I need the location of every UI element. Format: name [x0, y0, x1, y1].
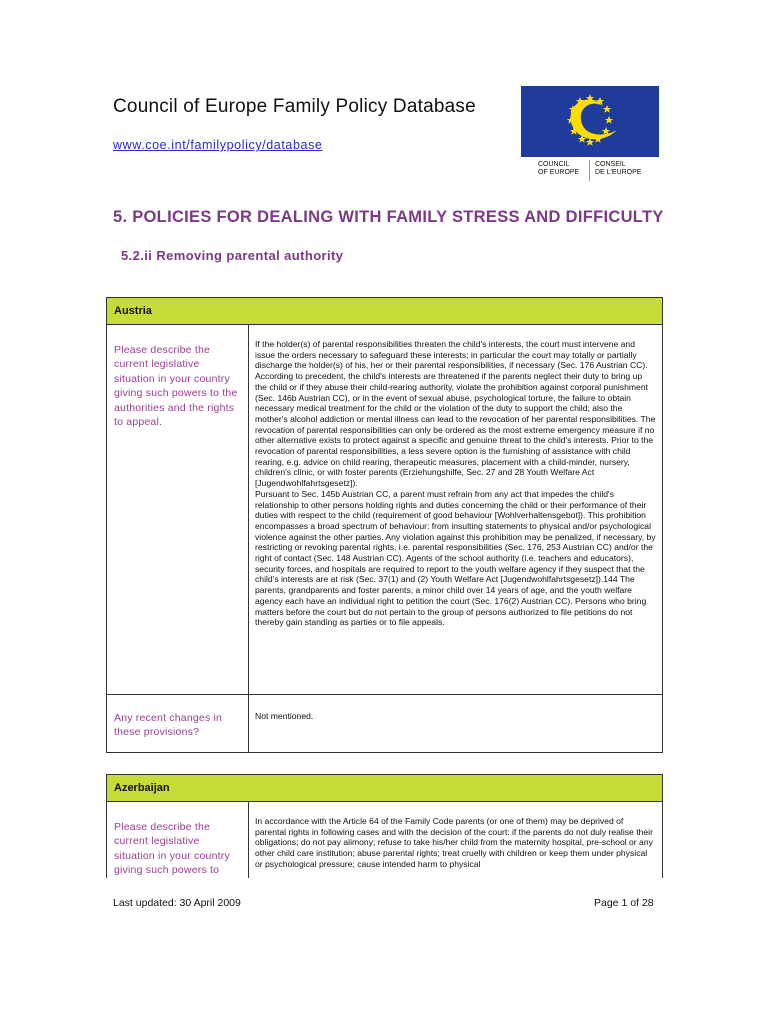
subsection-heading: 5.2.ii Removing parental authority — [121, 248, 344, 263]
answer-cell: In accordance with the Article 64 of the Family Code parents (or one of them) may be deprived of parental rights in following cases and with the decision of the court: if the parents do not duly realise their obligations; do not pay alimony; refuse to take his/her child from the maternity hospital, pre-school or any other child care institution; abuse parental rights; treat cruelly with children or keep them under physical or psychological pressure; cause intended harm to physical — [255, 816, 653, 869]
table-row — [107, 325, 662, 695]
database-url-link[interactable]: www.coe.int/familypolicy/database — [113, 138, 323, 152]
council-of-europe-logo — [521, 86, 659, 182]
answer-cell: Not mentioned. — [255, 711, 314, 721]
country-table-azerbaijan — [106, 774, 663, 878]
flag-icon — [521, 86, 659, 157]
question-cell: Please describe the current legislative situation in your country giving such powers to — [107, 802, 249, 878]
question-cell: Any recent changes in these provisions? — [107, 695, 249, 752]
last-updated: Last updated: 30 April 2009 — [113, 897, 241, 909]
logo-text-french: CONSEIL DE L'EUROPE — [595, 161, 642, 176]
country-name: Austria — [107, 298, 662, 325]
stars-crescent-icon — [521, 86, 659, 157]
logo-text-english: COUNCIL OF EUROPE — [538, 161, 580, 176]
question-cell: Please describe the current legislative situation in your country giving such powers to the authorities and the rights to appeal. — [107, 325, 249, 694]
answer-cell — [249, 325, 662, 694]
answer-paragraph: If the holder(s) of parental responsibilities threaten the child's interests, the court must intervene and issue the orders necessary to safeguard these interests; in particular the court may totally or partially discharge the holder(s) of his, her or their parental responsibilities, if necessary (Sec. 176 Austrian CC). According to precedent, the child's interests are threatened if the parents neglect their duty to bring up the child or if they abuse their child-rearing authority, violate the prohibition against corporal punishment (Sec. 146b Austrian CC), or in the event of sexual abuse, psychological torture, the failure to obtain necessary medical treatment for the child or the violation of the duty to support the child; also the mother's alcohol addiction or mental illness can lead to the revocation of her parental responsibilities. The revocation of parental responsibilities can only be ordered as the most extreme emergency measure if no other alternative exists to protect against a specific and genuine threat to the child's interests. Prior to the revocation of parental responsibilities, a less severe option is the furnishing of assistance with child rearing, e.g. advice on child rearing, therapeutic measures, placement with a child-minder, nursery, children's clinic, or with foster parents (Erziehungshilfe, Sec. 27 and 28 Youth Welfare Act [Jugendwohlfahrtsgesetz]). — [255, 339, 656, 489]
table-row — [107, 802, 662, 878]
table-row — [107, 695, 662, 752]
page-title: Council of Europe Family Policy Database — [113, 96, 476, 117]
country-name: Azerbaijan — [107, 775, 662, 802]
answer-paragraph: Pursuant to Sec. 145b Austrian CC, a parent must refrain from any act that impedes the child's relationship to other persons holding rights and duties concerning the child or their performance of their duties with respect to the child (requirement of good behaviour [Wohlverhaltensgebot]). This prohibition encompasses a broad spectrum of behaviour: from insulting statements to physical and/or psychological violence against the other parties. Any violation against this prohibition may be penalized, if necessary, by restricting or revoking parental rights, i.e. parental responsibilities (Sec. 176, 253 Austrian CC) and/or the right of contact (Sec. 148 Austrian CC). Agents of the school authority (i.e. teachers and educators), security forces, and hospitals are required to report to the youth welfare agency if they suspect that the child's interests are at risk (Sec. 37(1) and (2) Youth Welfare Act [Jugendwohlfahrtsgesetz]).144 The parents, grandparents and foster parents, a minor child over 14 years of age, and the youth welfare agency each have an individual right to petition the court (Sec. 176(2) Austrian CC). Persons who bring matters before the court but do not pertain to the group of persons authorized to file petitions do not thereby gain standing as parties or to file appeals. — [255, 488, 656, 628]
logo-divider — [589, 160, 590, 181]
page-number: Page 1 of 28 — [594, 897, 654, 909]
section-heading: 5. POLICIES FOR DEALING WITH FAMILY STRESS AND DIFFICULTY — [113, 208, 664, 226]
country-table-austria — [106, 297, 663, 753]
